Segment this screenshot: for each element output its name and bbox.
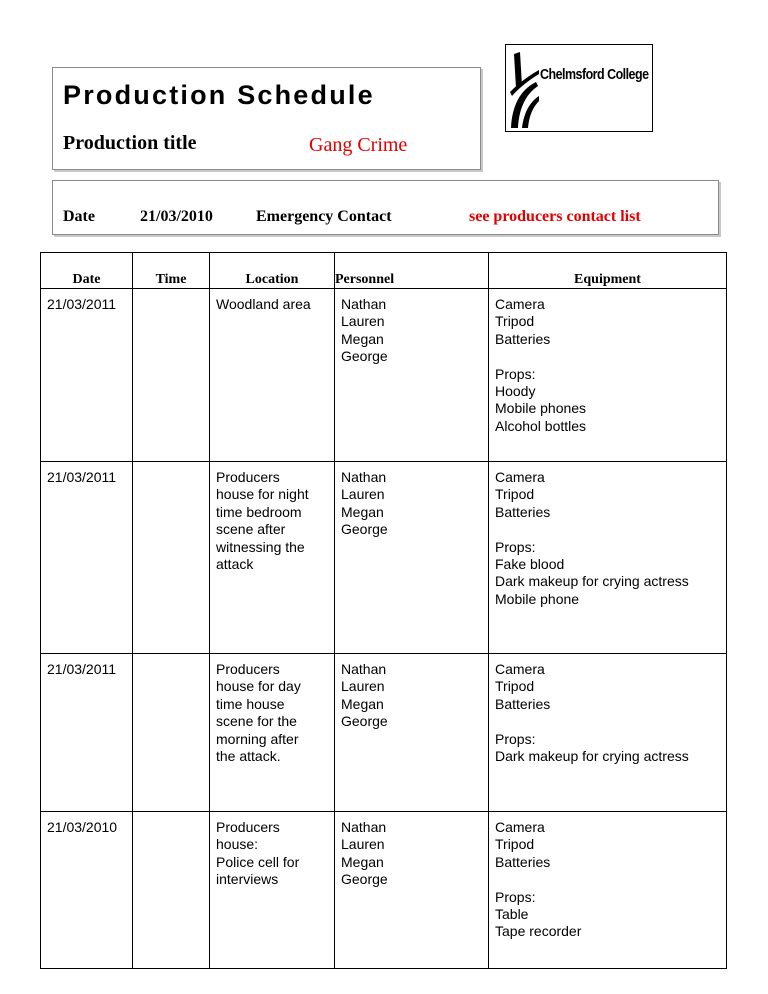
personnel-name: Megan [341, 330, 384, 347]
prop-item: Dark makeup for crying actress [495, 748, 689, 765]
personnel-name: George [341, 348, 388, 365]
location-line: scene for the [216, 713, 297, 730]
props-label: Props: [495, 888, 536, 905]
column-header-location: Location [210, 253, 335, 289]
title-box [52, 67, 481, 170]
location-line: the attack. [216, 748, 281, 765]
cell-equipment [489, 812, 727, 969]
prop-item: Dark makeup for crying actress [495, 573, 689, 590]
spacer [495, 871, 720, 888]
spacer [495, 348, 720, 365]
prop-item: Hoody [495, 383, 536, 400]
location-line: house for night [216, 486, 309, 503]
spacer [495, 713, 720, 730]
props-label: Props: [495, 730, 536, 747]
table-row [41, 812, 727, 969]
date-value: 21/03/2010 [140, 208, 213, 225]
personnel-name: Lauren [341, 486, 385, 503]
location-line: scene after [216, 521, 286, 538]
equipment-item: Tripod [495, 313, 535, 330]
table-row [41, 654, 727, 812]
personnel-name: Nathan [341, 296, 387, 312]
location-line: house for day [216, 678, 301, 695]
personnel-name: Lauren [341, 313, 385, 330]
personnel-name: George [341, 871, 388, 888]
props-label: Props: [495, 365, 536, 382]
cell-location [210, 289, 335, 462]
column-header-personnel: Personnel [335, 253, 489, 289]
college-logo [505, 44, 653, 132]
cell-personnel [335, 289, 489, 462]
equipment-item: Batteries [495, 330, 551, 347]
production-title-label: Production title [63, 132, 197, 154]
equipment-item: Tripod [495, 678, 535, 695]
equipment-item: Batteries [495, 853, 551, 870]
date-text: 21/03/2011 [47, 661, 117, 677]
cell-location [210, 812, 335, 969]
cell-date [41, 654, 133, 812]
date-text: 21/03/2011 [47, 469, 117, 485]
cell-time [133, 812, 210, 969]
info-box [52, 180, 719, 235]
equipment-item: Camera [495, 469, 545, 485]
location-line: witnessing the [216, 538, 305, 555]
location-line: Producers [216, 469, 280, 485]
document-title: Production Schedule [63, 80, 375, 110]
cell-date [41, 289, 133, 462]
date-label: Date [63, 208, 95, 225]
cell-date [41, 462, 133, 654]
column-header-equipment: Equipment [489, 253, 727, 289]
cell-location [210, 462, 335, 654]
personnel-name: Nathan [341, 661, 387, 677]
personnel-name: Megan [341, 853, 384, 870]
cell-time [133, 289, 210, 462]
location-line: attack [216, 556, 254, 573]
location-line: Producers [216, 819, 280, 835]
location-line: time house [216, 695, 285, 712]
personnel-name: Nathan [341, 469, 387, 485]
cell-equipment [489, 462, 727, 654]
emergency-contact-value: see producers contact list [469, 208, 641, 225]
location-line: time bedroom [216, 503, 302, 520]
prop-item: Mobile phones [495, 400, 587, 417]
cell-location [210, 654, 335, 812]
location-line: Producers [216, 661, 280, 677]
personnel-name: George [341, 713, 388, 730]
schedule-body [41, 289, 727, 969]
location-line: Police cell for [216, 853, 300, 870]
personnel-name: Lauren [341, 678, 385, 695]
date-text: 21/03/2011 [47, 296, 117, 312]
personnel-name: Nathan [341, 819, 387, 835]
cell-date [41, 812, 133, 969]
cell-time [133, 462, 210, 654]
equipment-item: Batteries [495, 503, 551, 520]
prop-item: Mobile phone [495, 590, 580, 607]
equipment-item: Camera [495, 661, 545, 677]
location-line: morning after [216, 730, 299, 747]
date-text: 21/03/2010 [47, 819, 118, 835]
prop-item: Fake blood [495, 556, 565, 573]
emergency-contact-label: Emergency Contact [256, 208, 392, 225]
equipment-item: Camera [495, 296, 545, 312]
schedule-table [40, 252, 727, 969]
production-title-value: Gang Crime [309, 134, 408, 156]
personnel-name: Megan [341, 695, 384, 712]
cell-equipment [489, 289, 727, 462]
personnel-name: George [341, 521, 388, 538]
spacer [495, 521, 720, 538]
table-row [41, 289, 727, 462]
cell-equipment [489, 654, 727, 812]
equipment-item: Camera [495, 819, 545, 835]
column-header-date: Date [41, 253, 133, 289]
table-header-row [41, 253, 727, 289]
equipment-item: Batteries [495, 695, 551, 712]
props-label: Props: [495, 538, 536, 555]
personnel-name: Lauren [341, 836, 385, 853]
prop-item: Table [495, 906, 529, 923]
equipment-item: Tripod [495, 836, 535, 853]
equipment-item: Tripod [495, 486, 535, 503]
table-row [41, 462, 727, 654]
cell-personnel [335, 812, 489, 969]
prop-item: Tape recorder [495, 923, 582, 940]
location-line: interviews [216, 871, 279, 888]
location-line: Woodland area [216, 296, 311, 312]
cell-time [133, 654, 210, 812]
college-logo-icon [508, 46, 540, 130]
prop-item: Alcohol bottles [495, 417, 587, 434]
location-line: house: [216, 836, 259, 853]
cell-personnel [335, 462, 489, 654]
college-logo-text: Chelmsford College [540, 67, 649, 83]
personnel-name: Megan [341, 503, 384, 520]
column-header-time: Time [133, 253, 210, 289]
cell-personnel [335, 654, 489, 812]
